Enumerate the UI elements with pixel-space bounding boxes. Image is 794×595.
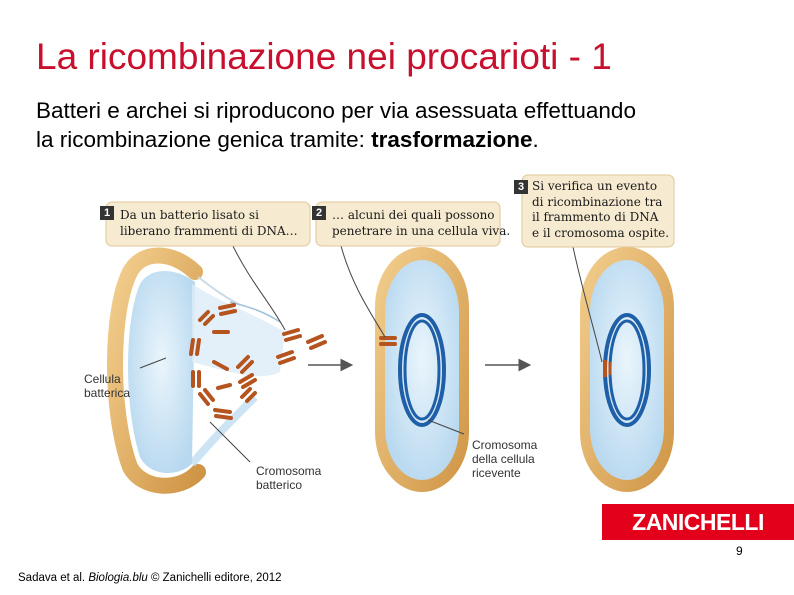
step-3-line-3: il frammento di DNA bbox=[532, 210, 659, 224]
transformation-diagram bbox=[80, 172, 680, 502]
label-bacterial-cell-line-1: Cellula bbox=[84, 372, 121, 386]
step-1-caption bbox=[120, 208, 298, 239]
credit-authors: Sadava et al. bbox=[18, 572, 89, 584]
label-bacterial-chromosome-line-2: batterico bbox=[256, 478, 303, 492]
receiving-cell bbox=[375, 247, 469, 492]
source-credit bbox=[18, 572, 282, 584]
dna-fragments-free bbox=[278, 330, 325, 363]
body-line-2: la ricombinazione genica tramite: bbox=[36, 127, 372, 152]
step-3-line-2: di ricombinazione tra bbox=[532, 194, 663, 209]
step-1-line-1: Da un batterio lisato si bbox=[120, 208, 259, 222]
step-3-number: 3 bbox=[517, 181, 525, 193]
body-keyword: trasformazione bbox=[371, 127, 533, 152]
page-number: 9 bbox=[736, 544, 743, 558]
publisher-logo-text: ZANICHELLI bbox=[632, 509, 764, 535]
step-2-caption bbox=[332, 208, 510, 239]
step-2-number: 2 bbox=[315, 207, 323, 219]
step-2-line-1: … alcuni dei quali possono bbox=[332, 208, 495, 222]
step-3-line-4: e il cromosoma ospite. bbox=[532, 225, 670, 240]
lysed-cell bbox=[115, 256, 325, 486]
credit-publisher: © Zanichelli editore, 2012 bbox=[147, 572, 282, 584]
step-3-caption bbox=[532, 179, 669, 241]
label-bacterial-chromosome-line-1: Cromosoma bbox=[256, 464, 322, 478]
publisher-logo bbox=[602, 504, 794, 540]
body-line-2-end: . bbox=[532, 127, 539, 152]
label-receiving-chromosome-line-3: ricevente bbox=[472, 466, 521, 480]
label-bacterial-cell-line-2: batterica bbox=[84, 386, 131, 400]
step-3-line-1: Si verifica un evento bbox=[532, 179, 658, 193]
credit-book-title: Biologia.blu bbox=[88, 572, 148, 584]
label-bacterial-cell bbox=[84, 372, 130, 400]
recombinant-cell bbox=[580, 247, 674, 492]
slide-title: La ricombinazione nei procarioti - 1 bbox=[36, 36, 612, 77]
step-1-number: 1 bbox=[103, 207, 111, 219]
label-receiving-chromosome-line-1: Cromosoma bbox=[472, 438, 538, 452]
label-receiving-chromosome bbox=[472, 438, 537, 480]
body-line-1: Batteri e archei si riproducono per via asessuata effettuando bbox=[36, 98, 636, 123]
step-1-line-2: liberano frammenti di DNA… bbox=[120, 223, 298, 238]
label-bacterial-chromosome bbox=[256, 464, 321, 492]
step-2-line-2: penetrare in una cellula viva. bbox=[332, 223, 511, 238]
slide-body bbox=[36, 96, 786, 154]
label-receiving-chromosome-line-2: della cellula bbox=[472, 452, 535, 466]
